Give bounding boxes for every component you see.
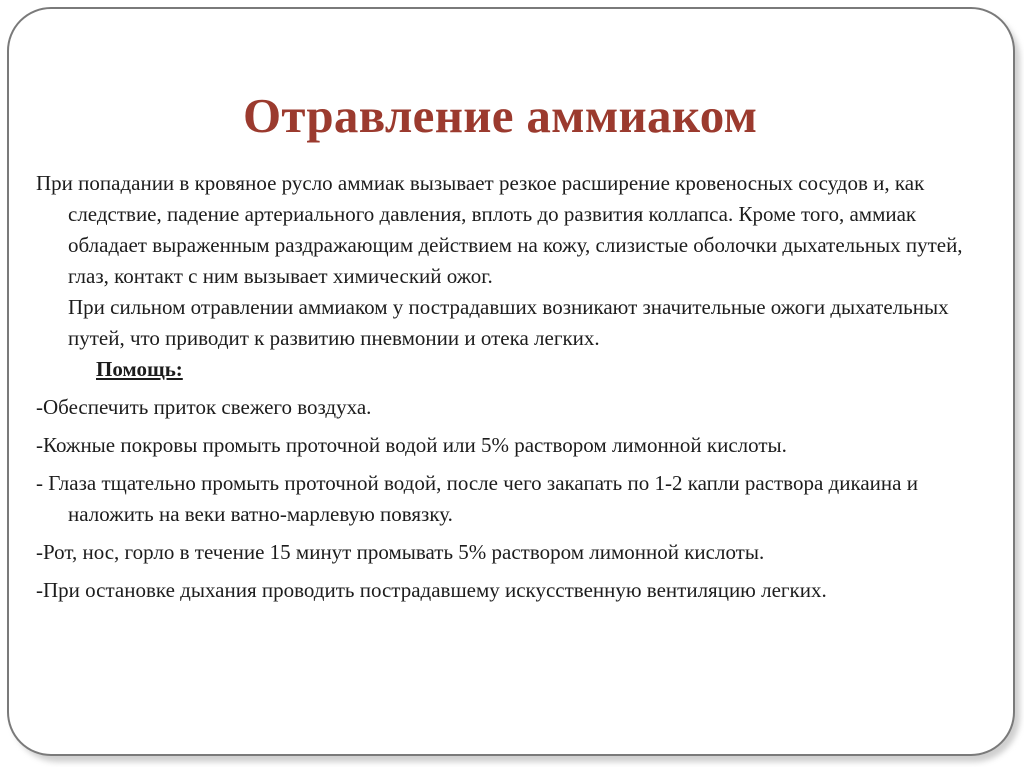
severe-paragraph: При сильном отравлении аммиаком у пострадавших возникают значительные ожоги дыхательных путей, что приводит к развитию пневмонии и отека легких. — [68, 295, 949, 350]
help-item-air: -Обеспечить приток свежего воздуха. — [36, 395, 372, 419]
help-heading: Помощь: — [96, 357, 183, 381]
help-item-mouth: -Рот, нос, горло в течение 15 минут промывать 5% раствором лимонной кислоты. — [36, 540, 765, 564]
slide-title: Отравление аммиаком — [243, 88, 758, 143]
intro-paragraph: При попадании в кровяное русло аммиак вызывает резкое расширение кровеносных сосудов и, как следствие, падение артериального давления, вплоть до развития коллапса. Кроме того, аммиак обладает выраженным раздражающим действием на кожу, слизистые оболочки дыхательных путей, глаз, контакт с ним вызывает химический ожог. — [36, 171, 963, 288]
slide-body — [36, 168, 996, 606]
help-item-breathing: -При остановке дыхания проводить пострадавшему искусственную вентиляцию легких. — [36, 578, 827, 602]
help-item-skin: -Кожные покровы промыть проточной водой или 5% раствором лимонной кислоты. — [36, 433, 787, 457]
help-item-eyes: - Глаза тщательно промыть проточной водой, после чего закапать по 1-2 капли раствора дикаина и наложить на веки ватно-марлевую повязку. — [36, 471, 918, 526]
